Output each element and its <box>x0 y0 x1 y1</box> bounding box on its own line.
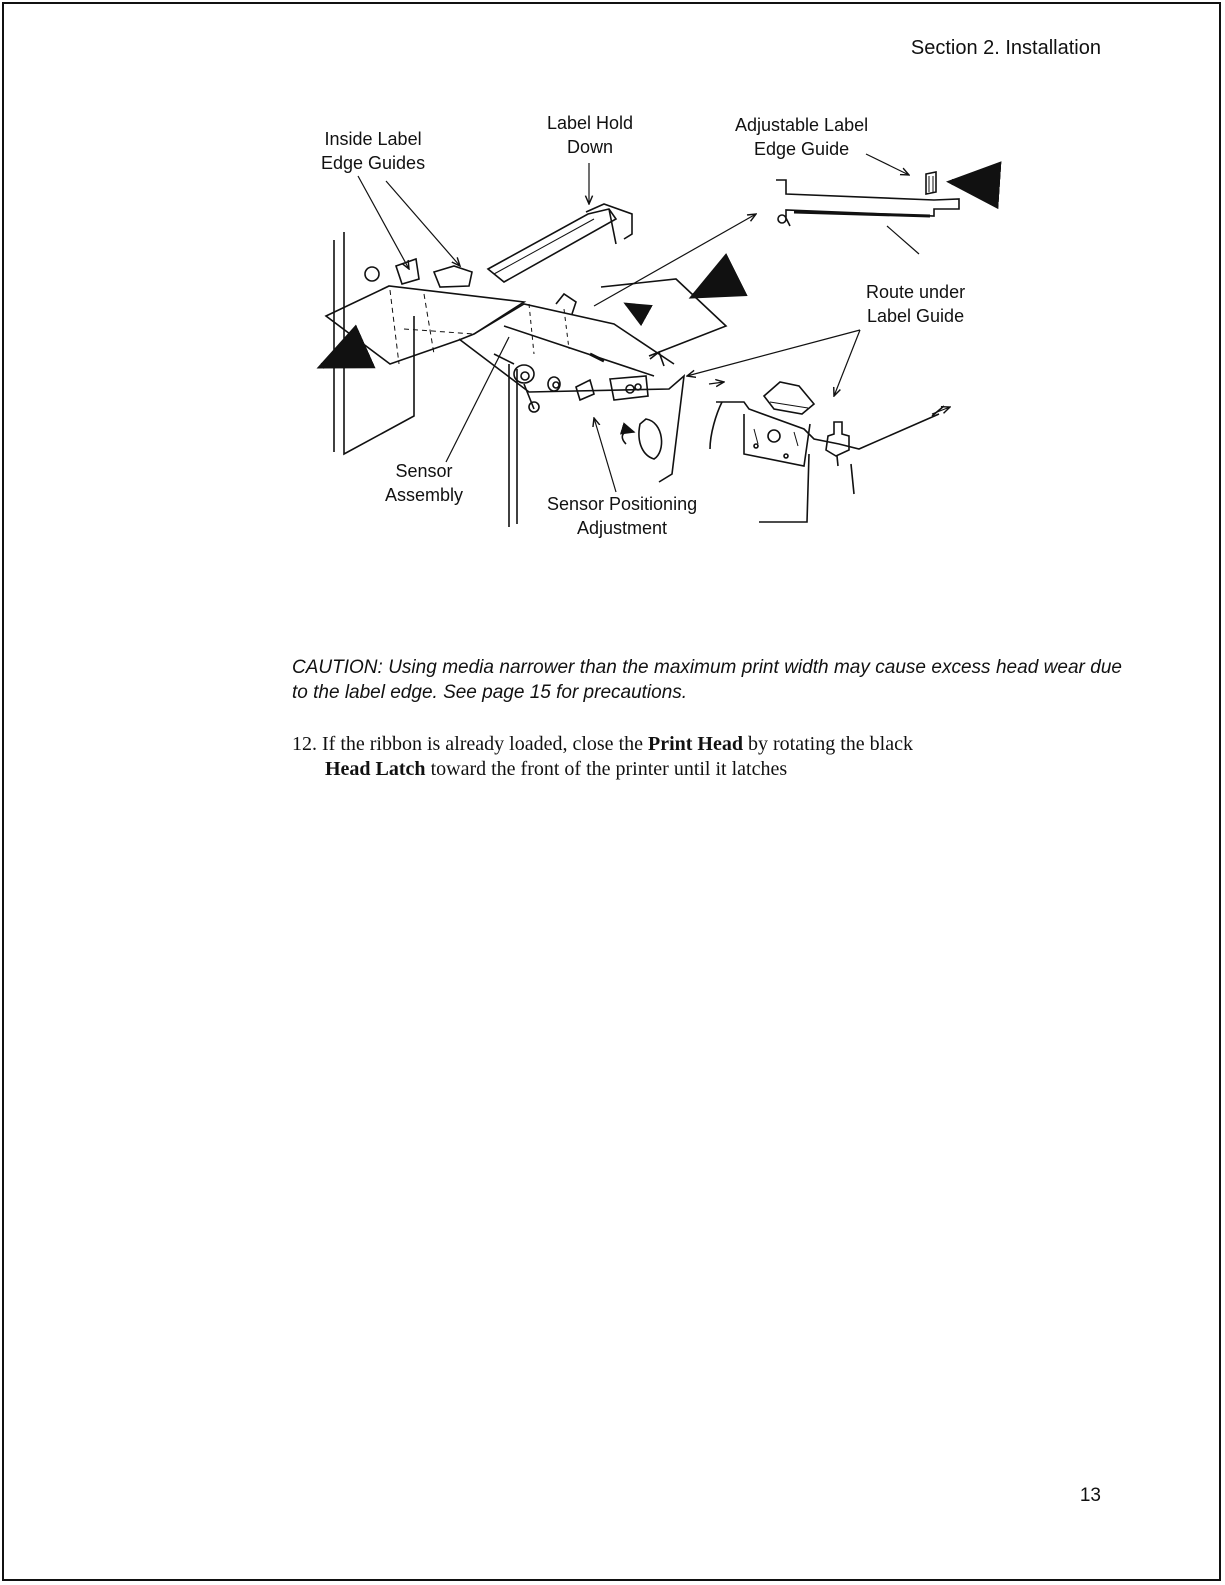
caution-note: CAUTION: Using media narrower than the maximum print width may cause excess head wear due to the label edge. See page 15 for precautions. <box>292 657 1122 703</box>
label-route-under: Route under Label Guide <box>866 282 966 326</box>
label-sensor-positioning: Sensor Positioning Adjustment <box>547 494 698 538</box>
document-page <box>2 2 1221 1581</box>
step-number: 12. <box>292 733 317 755</box>
step-bold-head-latch: Head Latch <box>325 758 426 780</box>
step-continuation <box>292 757 1122 782</box>
printer-label-path-figure <box>4 4 1223 624</box>
step-text-1: If the ribbon is already loaded, close the <box>322 733 643 755</box>
label-label-hold-down: Label Hold Down <box>547 113 634 157</box>
step-text-3: toward the front of the printer until it latches <box>430 758 788 780</box>
section-header: Section 2. Installation <box>910 37 1101 59</box>
label-adjustable-edge-guide: Adjustable Label Edge Guide <box>735 115 869 159</box>
instruction-step <box>292 732 1122 782</box>
step-text-2: by rotating the black <box>748 733 913 755</box>
page-number: 13 <box>1079 1485 1101 1506</box>
step-bold-print-head: Print Head <box>648 733 743 755</box>
label-inside-edge-guides: Inside Label Edge Guides <box>321 129 426 173</box>
label-sensor-assembly: Sensor Assembly <box>385 461 464 505</box>
